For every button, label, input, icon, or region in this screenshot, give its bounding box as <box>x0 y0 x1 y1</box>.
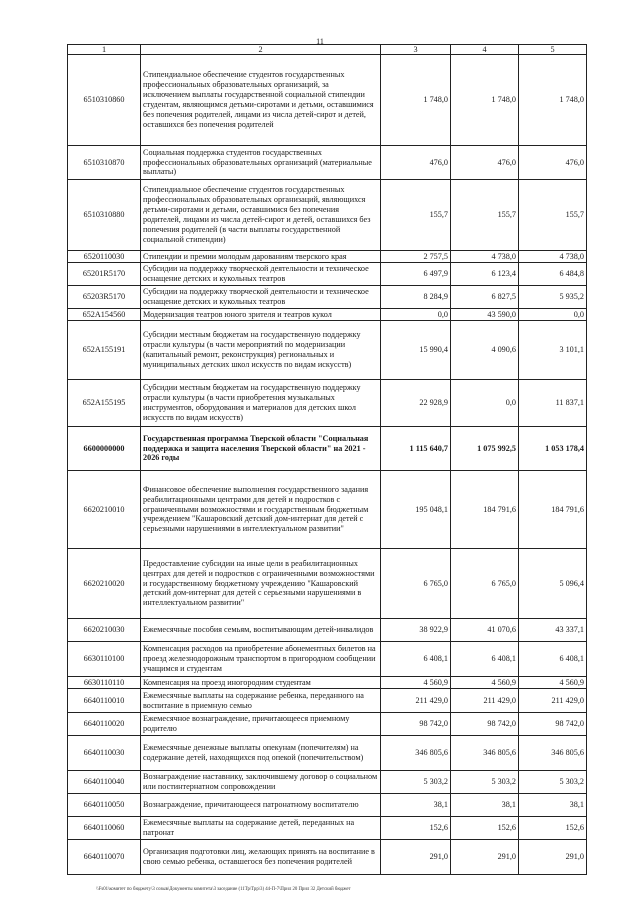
amount-2025-cell: 38,1 <box>451 794 519 817</box>
table-row <box>68 677 587 689</box>
expense-name-cell: Субсидии на поддержку творческой деятельности и техническое оснащение детских и кукольных театров <box>141 263 381 286</box>
amount-2024-cell: 1 115 640,7 <box>381 427 451 471</box>
amount-2026-cell: 11 837,1 <box>519 380 587 427</box>
table-row <box>68 713 587 736</box>
budget-code-cell: 652A154560 <box>68 309 141 321</box>
amount-2024-cell: 0,0 <box>381 309 451 321</box>
amount-2024-cell: 1 748,0 <box>381 55 451 146</box>
amount-2024-cell: 6 765,0 <box>381 549 451 619</box>
budget-code-cell: 6630110110 <box>68 677 141 689</box>
amount-2025-cell: 155,7 <box>451 180 519 251</box>
amount-2026-cell: 476,0 <box>519 146 587 180</box>
amount-2024-cell: 346 805,6 <box>381 736 451 771</box>
amount-2024-cell: 195 048,1 <box>381 471 451 549</box>
budget-code-cell: 6640110010 <box>68 689 141 713</box>
table-row <box>68 427 587 471</box>
table-row <box>68 840 587 875</box>
expense-name-cell: Ежемесячные выплаты на содержание ребенка, переданного на воспитание в приемную семью <box>141 689 381 713</box>
amount-2026-cell: 152,6 <box>519 817 587 840</box>
header-cell: 3 <box>381 45 451 55</box>
amount-2026-cell: 6 408,1 <box>519 642 587 677</box>
expense-name-cell: Государственная программа Тверской области "Социальная поддержка и защита населения Тверской области" на 2021 - 2026 годы <box>141 427 381 471</box>
table-header-row <box>68 45 587 55</box>
expense-name-cell: Организация подготовки лиц, желающих принять на воспитание в свою семью ребенка, оставшегося без попечения родителей <box>141 840 381 875</box>
budget-code-cell: 652A155191 <box>68 321 141 380</box>
header-cell: 2 <box>141 45 381 55</box>
amount-2025-cell: 41 070,6 <box>451 619 519 642</box>
amount-2026-cell: 0,0 <box>519 309 587 321</box>
expense-name-cell: Ежемесячные пособия семьям, воспитывающим детей-инвалидов <box>141 619 381 642</box>
expense-name-cell: Субсидии местным бюджетам на государственную поддержку отрасли культуры (в части мероприятий по модернизации (капитальный ремонт, реконструкция) региональных и муниципальных детских школ искусств по видам искусств) <box>141 321 381 380</box>
budget-code-cell: 6640110020 <box>68 713 141 736</box>
expense-name-cell: Стипендиальное обеспечение студентов государственных профессиональных образовательных организаций, являющихся детьми-сиротами и детьми, оставшимися без попечения родителей, лицами из числа детей-сирот и детей, оставшихся без попечения родителей (в части выплаты государственной социальной стипендии) <box>141 180 381 251</box>
table-row <box>68 321 587 380</box>
table-row <box>68 549 587 619</box>
expense-name-cell: Компенсация расходов на приобретение абонементных билетов на проезд железнодорожным транспортом в пригородном сообщении учащимся и студентам <box>141 642 381 677</box>
amount-2025-cell: 1 748,0 <box>451 55 519 146</box>
amount-2024-cell: 6 408,1 <box>381 642 451 677</box>
amount-2026-cell: 43 337,1 <box>519 619 587 642</box>
page-number: 11 <box>316 37 324 46</box>
budget-code-cell: 6640110040 <box>68 771 141 794</box>
amount-2024-cell: 8 284,9 <box>381 286 451 309</box>
amount-2024-cell: 476,0 <box>381 146 451 180</box>
amount-2025-cell: 43 590,0 <box>451 309 519 321</box>
table-row <box>68 380 587 427</box>
amount-2024-cell: 211 429,0 <box>381 689 451 713</box>
amount-2026-cell: 38,1 <box>519 794 587 817</box>
amount-2026-cell: 3 101,1 <box>519 321 587 380</box>
amount-2026-cell: 155,7 <box>519 180 587 251</box>
amount-2025-cell: 6 123,4 <box>451 263 519 286</box>
table-row <box>68 309 587 321</box>
table-row <box>68 736 587 771</box>
amount-2025-cell: 5 303,2 <box>451 771 519 794</box>
table-row <box>68 251 587 263</box>
amount-2024-cell: 4 560,9 <box>381 677 451 689</box>
amount-2024-cell: 152,6 <box>381 817 451 840</box>
budget-code-cell: 6520110030 <box>68 251 141 263</box>
budget-code-cell: 6640110030 <box>68 736 141 771</box>
expense-name-cell: Стипендиальное обеспечение студентов государственных профессиональных образовательных организаций, за исключением выплаты государственной социальной стипендии студентам, являющимся детьми-сиротами и детьми, оставшимися без попечения родителей, лицами из числа детей-сирот и детей, оставшихся без попечения родителей <box>141 55 381 146</box>
amount-2025-cell: 4 090,6 <box>451 321 519 380</box>
expense-name-cell: Социальная поддержка студентов государственных профессиональных образовательных организаций (материальные выплаты) <box>141 146 381 180</box>
expense-name-cell: Ежемесячные выплаты на содержание детей, переданных на патронат <box>141 817 381 840</box>
budget-code-cell: 6640110060 <box>68 817 141 840</box>
budget-code-cell: 6510310880 <box>68 180 141 251</box>
amount-2026-cell: 211 429,0 <box>519 689 587 713</box>
expense-name-cell: Финансовое обеспечение выполнения государственного задания реабилитационными центрами для детей и подростков с ограниченными возможностями и государственным бюджетным учреждением "Кашаровский детский дом-интернат для детей с серьезными нарушениями в интеллектуальном развитии" <box>141 471 381 549</box>
amount-2025-cell: 184 791,6 <box>451 471 519 549</box>
amount-2024-cell: 5 303,2 <box>381 771 451 794</box>
amount-2026-cell: 1 748,0 <box>519 55 587 146</box>
table-row <box>68 794 587 817</box>
amount-2026-cell: 5 935,2 <box>519 286 587 309</box>
budget-code-cell: 6620210020 <box>68 549 141 619</box>
amount-2024-cell: 38 922,9 <box>381 619 451 642</box>
table-row <box>68 642 587 677</box>
table-row <box>68 55 587 146</box>
table-row <box>68 146 587 180</box>
amount-2025-cell: 476,0 <box>451 146 519 180</box>
amount-2025-cell: 4 560,9 <box>451 677 519 689</box>
amount-2025-cell: 6 765,0 <box>451 549 519 619</box>
amount-2024-cell: 22 928,9 <box>381 380 451 427</box>
expense-name-cell: Вознаграждение, причитающееся патронатному воспитателю <box>141 794 381 817</box>
budget-code-cell: 6640110050 <box>68 794 141 817</box>
amount-2024-cell: 291,0 <box>381 840 451 875</box>
table-row <box>68 180 587 251</box>
table-row <box>68 817 587 840</box>
budget-table <box>67 44 587 875</box>
amount-2026-cell: 5 096,4 <box>519 549 587 619</box>
budget-code-cell: 6630110100 <box>68 642 141 677</box>
expense-name-cell: Субсидии на поддержку творческой деятельности и техническое оснащение детских и кукольных театров <box>141 286 381 309</box>
table-row <box>68 771 587 794</box>
header-cell: 1 <box>68 45 141 55</box>
table-row <box>68 619 587 642</box>
amount-2026-cell: 6 484,8 <box>519 263 587 286</box>
amount-2026-cell: 346 805,6 <box>519 736 587 771</box>
amount-2024-cell: 98 742,0 <box>381 713 451 736</box>
expense-name-cell: Субсидии местным бюджетам на государственную поддержку отрасли культуры (в части приобретения музыкальных инструментов, оборудования и материалов для детских школ искусств по видам искусств) <box>141 380 381 427</box>
amount-2024-cell: 2 757,5 <box>381 251 451 263</box>
budget-code-cell: 6620210010 <box>68 471 141 549</box>
table-row <box>68 286 587 309</box>
expense-name-cell: Предоставление субсидии на иные цели в реабилитационных центрах для детей и подростков с ограниченными возможностями и государственному бюджетному учреждению "Кашаровский детский дом-интернат для детей с серьезными нарушениями в интеллектуальном развитии" <box>141 549 381 619</box>
header-cell: 4 <box>451 45 519 55</box>
amount-2026-cell: 4 738,0 <box>519 251 587 263</box>
amount-2024-cell: 38,1 <box>381 794 451 817</box>
budget-code-cell: 65201R5170 <box>68 263 141 286</box>
expense-name-cell: Модернизация театров юного зрителя и театров кукол <box>141 309 381 321</box>
amount-2025-cell: 211 429,0 <box>451 689 519 713</box>
budget-code-cell: 6620210030 <box>68 619 141 642</box>
amount-2026-cell: 98 742,0 <box>519 713 587 736</box>
budget-code-cell: 6510310870 <box>68 146 141 180</box>
amount-2025-cell: 4 738,0 <box>451 251 519 263</box>
amount-2025-cell: 98 742,0 <box>451 713 519 736</box>
amount-2025-cell: 6 408,1 <box>451 642 519 677</box>
amount-2025-cell: 346 805,6 <box>451 736 519 771</box>
amount-2026-cell: 5 303,2 <box>519 771 587 794</box>
amount-2024-cell: 15 990,4 <box>381 321 451 380</box>
amount-2025-cell: 1 075 992,5 <box>451 427 519 471</box>
expense-name-cell: Компенсация на проезд иногородним студентам <box>141 677 381 689</box>
budget-code-cell: 6600000000 <box>68 427 141 471</box>
amount-2025-cell: 152,6 <box>451 817 519 840</box>
budget-code-cell: 652A155195 <box>68 380 141 427</box>
amount-2026-cell: 1 053 178,4 <box>519 427 587 471</box>
amount-2026-cell: 291,0 <box>519 840 587 875</box>
file-path-footer: \\Fs01\комитет по бюджету\3 созыв\Документы комитета\3 заседание (11Тр\Трр\3) 44-П-7\Прил 20 Прил 32 Детский бюджет <box>96 887 351 892</box>
table-row <box>68 471 587 549</box>
amount-2024-cell: 6 497,9 <box>381 263 451 286</box>
expense-name-cell: Ежемесячные денежные выплаты опекунам (попечителям) на содержание детей, находящихся под опекой (попечительством) <box>141 736 381 771</box>
table-row <box>68 689 587 713</box>
amount-2025-cell: 0,0 <box>451 380 519 427</box>
amount-2025-cell: 291,0 <box>451 840 519 875</box>
budget-code-cell: 6510310860 <box>68 55 141 146</box>
expense-name-cell: Вознаграждение наставнику, заключившему договор о социальном или постинтернатном сопровождении <box>141 771 381 794</box>
amount-2026-cell: 184 791,6 <box>519 471 587 549</box>
header-cell: 5 <box>519 45 587 55</box>
budget-code-cell: 6640110070 <box>68 840 141 875</box>
amount-2026-cell: 4 560,9 <box>519 677 587 689</box>
expense-name-cell: Стипендии и премии молодым дарованиям тверского края <box>141 251 381 263</box>
amount-2025-cell: 6 827,5 <box>451 286 519 309</box>
budget-code-cell: 65203R5170 <box>68 286 141 309</box>
table-row <box>68 263 587 286</box>
amount-2024-cell: 155,7 <box>381 180 451 251</box>
expense-name-cell: Ежемесячное вознаграждение, причитающееся приемному родителю <box>141 713 381 736</box>
